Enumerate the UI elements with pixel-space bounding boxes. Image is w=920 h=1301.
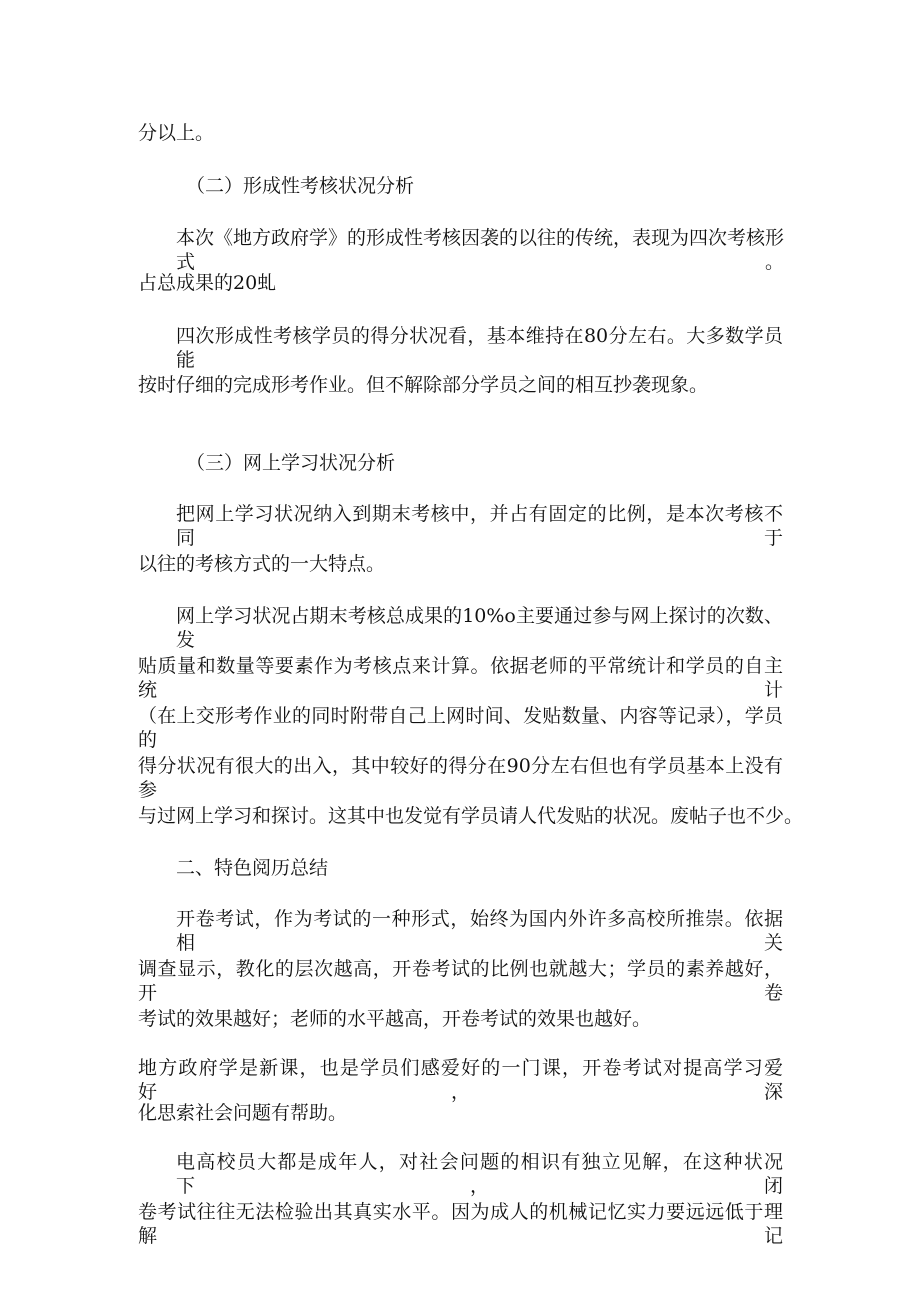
text-line: 按时仔细的完成形考作业。但不解除部分学员之间的相互抄袭现象。 (138, 374, 709, 396)
section-heading: （三）网上学习状况分析 (186, 452, 396, 474)
text-line: 把网上学习状况纳入到期末考核中，并占有固定的比例，是本次考核不同于 (176, 503, 783, 549)
text-line: 卷考试往往无法检验出其真实水平。因为成人的机械记忆实力要远远低于理解记 (138, 1201, 783, 1247)
text-line: 占总成果的20虬 (138, 272, 277, 294)
text-line: 调查显示，教化的层次越高，开卷考试的比例也就越大；学员的素养越好，开卷 (138, 958, 783, 1004)
text-line: 网上学习状况占期末考核总成果的10%o主要通过参与网上探讨的次数、发 (176, 605, 783, 651)
section-heading: 二、特色阅历总结 (176, 857, 329, 879)
text-line: 开卷考试，作为考试的一种形式，始终为国内外许多高校所推崇。依据相关 (176, 908, 783, 954)
text-line: 考试的效果越好；老师的水平越高，开卷考试的效果也越好。 (138, 1008, 652, 1030)
text-line: 四次形成性考核学员的得分状况看，基本维持在80分左右。大多数学员能 (176, 325, 783, 371)
text-line: （在上交形考作业的同时附带自己上网时间、发贴数量、内容等记录），学员的 (138, 705, 783, 751)
text-line: 得分状况有很大的出入，其中较好的得分在90分左右但也有学员基本上没有参 (138, 755, 783, 801)
text-line: 电高校员大都是成年人，对社会问题的相识有独立见解，在这种状况下，闭 (176, 1151, 783, 1197)
text-line: 贴质量和数量等要素作为考核点来计算。依据老师的平常统计和学员的自主统计 (138, 655, 783, 701)
section-heading: （二）形成性考核状况分析 (186, 175, 415, 197)
text-line: 化思索社会问题有帮助。 (138, 1102, 348, 1124)
text-line: 以往的考核方式的一大特点。 (138, 553, 386, 575)
text-line: 分以上。 (138, 122, 215, 144)
text-line: 本次《地方政府学》的形成性考核因袭的以往的传统，表现为四次考核形式。 (176, 227, 785, 273)
text-line: 与过网上学习和探讨。这其中也发觉有学员请人代发贴的状况。废帖子也不少。 (138, 805, 804, 827)
text-line: 地方政府学是新课，也是学员们感爱好的一门课，开卷考试对提高学习爱好，深 (138, 1057, 783, 1103)
